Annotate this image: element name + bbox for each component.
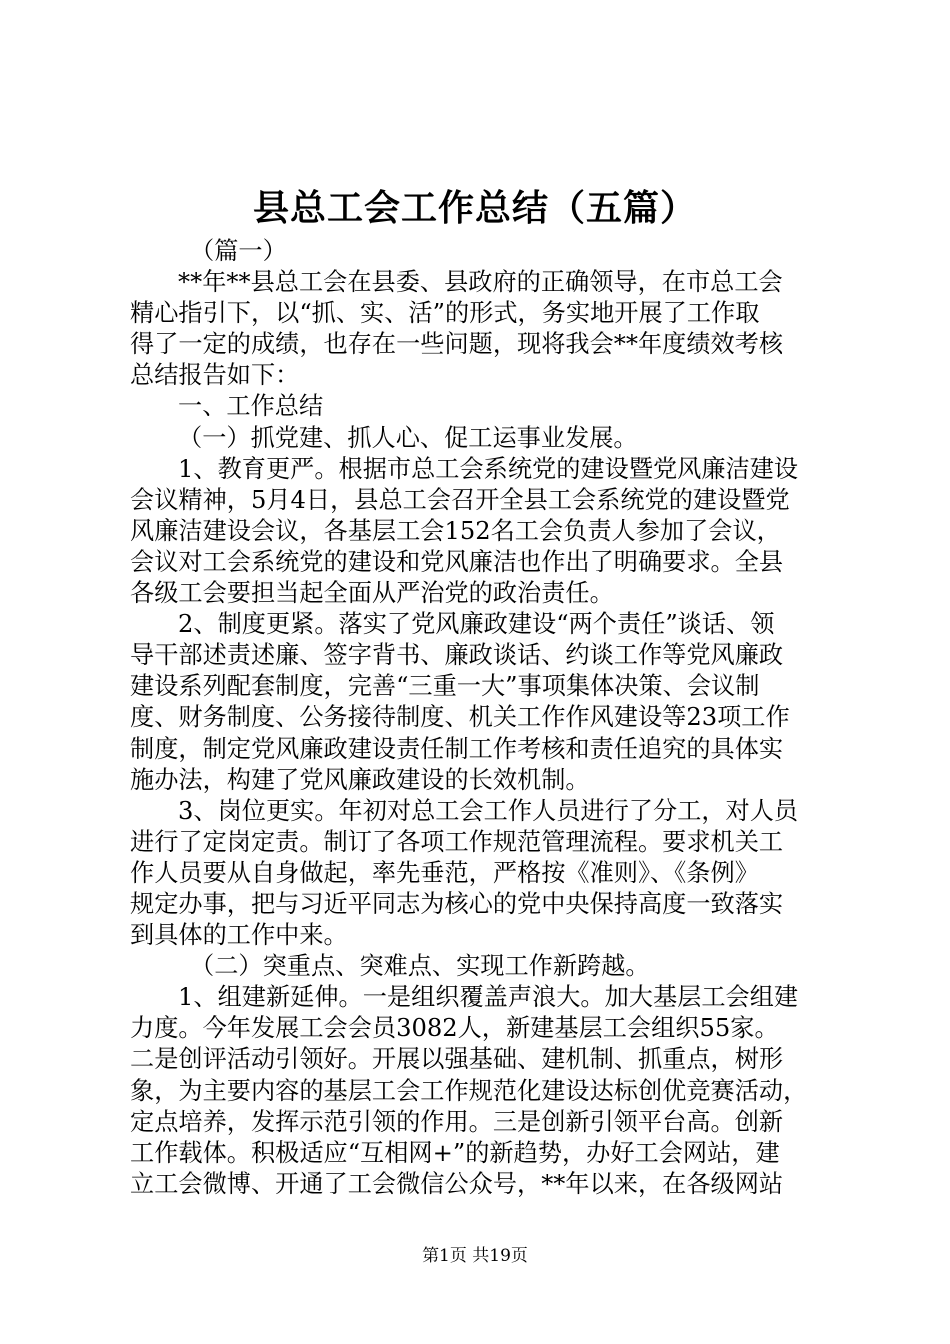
- paragraph-line: 1、组建新延伸。一是组织覆盖声浪大。加大基层工会组建: [178, 983, 799, 1012]
- paragraph-line: 制度，制定党风廉政建设责任制工作考核和责任追究的具体实: [130, 734, 784, 763]
- paragraph-line: 规定办事，把与习近平同志为核心的党中央保持高度一致落实: [130, 889, 784, 918]
- paragraph-line: 总结报告如下：: [130, 361, 300, 390]
- paragraph-line: 精心指引下，以“抓、实、活”的形式，务实地开展了工作取: [130, 299, 760, 328]
- paragraph-line: 3、岗位更实。年初对总工会工作人员进行了分工，对人员: [178, 796, 799, 825]
- paragraph-line: 会议对工会系统党的建设和党风廉洁也作出了明确要求。全县: [130, 547, 784, 576]
- paragraph-line: 度、财务制度、公务接待制度、机关工作作风建设等23项工作: [130, 703, 790, 732]
- subsection-heading: （一）抓党建、抓人心、促工运事业发展。: [178, 423, 638, 452]
- section-heading-part-one: （篇一）: [190, 237, 287, 265]
- paragraph-line: 1、教育更严。根据市总工会系统党的建设暨党风廉洁建设: [178, 454, 799, 483]
- paragraph-line: 立工会微博、开通了工会微信公众号，**年以来，在各级网站: [130, 1169, 784, 1198]
- paragraph-line: 作人员要从自身做起，率先垂范，严格按《准则》、《条例》: [130, 858, 759, 887]
- paragraph-line: 导干部述责述廉、签字背书、廉政谈话、约谈工作等党风廉政: [130, 641, 784, 670]
- page-number-footer: 第1页 共19页: [422, 1246, 528, 1266]
- paragraph-line: 得了一定的成绩，也存在一些问题，现将我会**年度绩效考核: [130, 330, 784, 359]
- paragraph-line: 施办法，构建了党风廉政建设的长效机制。: [130, 765, 590, 794]
- subsection-heading: （二）突重点、突难点、实现工作新跨越。: [190, 952, 650, 981]
- paragraph-line: 各级工会要担当起全面从严治党的政治责任。: [130, 579, 614, 608]
- paragraph-line: 进行了定岗定责。制订了各项工作规范管理流程。要求机关工: [130, 827, 784, 856]
- paragraph-line: 到具体的工作中来。: [130, 921, 348, 950]
- paragraph-line: 会议精神，5月4日，县总工会召开全县工会系统党的建设暨党: [130, 485, 790, 514]
- paragraph-line: 风廉洁建设会议，各基层工会152名工会负责人参加了会议，: [130, 516, 781, 545]
- paragraph-line: 建设系列配套制度，完善“三重一大”事项集体决策、会议制: [130, 672, 760, 701]
- document-title: 县总工会工作总结（五篇）: [252, 187, 697, 229]
- paragraph-line: 工作载体。积极适应“互相网+”的新趋势，办好工会网站，建: [130, 1138, 780, 1167]
- section-heading: 一、工作总结: [178, 392, 324, 421]
- paragraph-line: 象，为主要内容的基层工会工作规范化建设达标创优竞赛活动，: [130, 1076, 808, 1105]
- paragraph-line: 定点培养，发挥示范引领的作用。三是创新引领平台高。创新: [130, 1107, 784, 1136]
- paragraph-line: **年**县总工会在县委、县政府的正确领导，在市总工会: [178, 268, 783, 297]
- paragraph-line: 2、制度更紧。落实了党风廉政建设“两个责任”谈话、领: [178, 610, 775, 639]
- paragraph-line: 力度。今年发展工会会员3082人，新建基层工会组织55家。: [130, 1014, 779, 1043]
- paragraph-line: 二是创评活动引领好。开展以强基础、建机制、抓重点，树形: [130, 1045, 784, 1074]
- document-body: [130, 236, 836, 1200]
